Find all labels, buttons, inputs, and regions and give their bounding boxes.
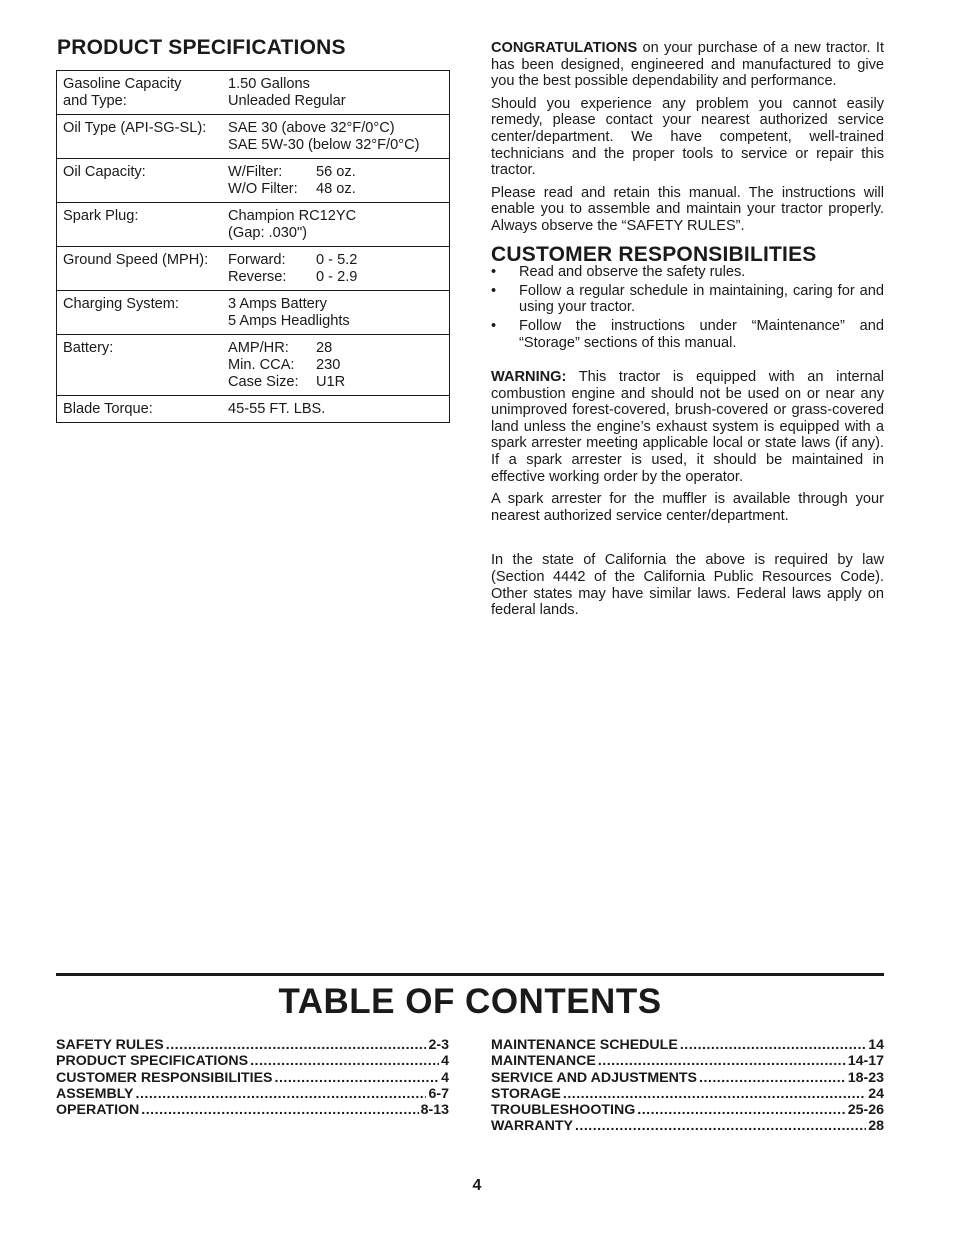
spec-row (57, 71, 449, 114)
spec-kv-pair (228, 357, 443, 374)
spec-row (57, 246, 449, 290)
responsibility-item (491, 264, 884, 281)
toc-entry-title: MAINTENANCE (491, 1053, 596, 1070)
toc-entry-page: 24 (868, 1085, 884, 1102)
retain-paragraph: Please read and retain this manual. The instructions will enable you to assemble and maintain your tractor properly. Always observe the “SAFETY RULES”. (491, 184, 884, 234)
spec-value: Unleaded Regular (228, 93, 346, 109)
specs-title: PRODUCT SPECIFICATIONS (57, 36, 346, 59)
spec-kv-value: 0 - 5.2 (316, 252, 358, 268)
toc-entry-title: SERVICE AND ADJUSTMENTS (491, 1069, 698, 1086)
spec-label-line: Oil Capacity: (63, 164, 146, 180)
spec-kv-value: 56 oz. (316, 164, 356, 180)
spec-label (63, 120, 228, 154)
spec-kv-pair (228, 164, 443, 181)
warning-lead: WARNING: (491, 369, 567, 386)
spec-values (228, 164, 443, 198)
toc-entry-page: 14-17 (847, 1053, 884, 1070)
spec-kv-value: 230 (316, 357, 341, 373)
toc-entry (491, 1070, 884, 1086)
toc-leader-dots (141, 1102, 418, 1118)
toc-entry-page: 4 (441, 1053, 449, 1070)
toc-entry-title: TROUBLESHOOTING (491, 1102, 636, 1119)
toc-entry (56, 1102, 449, 1118)
spec-row (57, 395, 449, 422)
toc-entry (491, 1053, 884, 1069)
toc-entry (491, 1118, 884, 1134)
spec-row (57, 158, 449, 202)
spec-label-line: Spark Plug: (63, 208, 139, 224)
spec-kv-key: AMP/HR: (228, 340, 289, 356)
spec-kv-pair (228, 374, 443, 391)
toc-leader-dots (575, 1118, 866, 1134)
toc-entry-title: STORAGE (491, 1085, 561, 1102)
responsibility-item (491, 283, 884, 316)
spec-value: 1.50 Gallons (228, 76, 310, 92)
spec-kv-value: 0 - 2.9 (316, 269, 358, 285)
spec-kv-key: Forward: (228, 252, 286, 268)
congrats-text: on your purchase of a new tractor. It has been designed, engineered and manufactured to give you the best possible dependability and performance. (491, 40, 884, 90)
toc-entry-title: WARRANTY (491, 1118, 573, 1135)
spec-values (228, 120, 443, 154)
toc-entry (56, 1070, 449, 1086)
spec-value: (Gap: .030") (228, 225, 307, 241)
toc-entry-page: 18-23 (847, 1069, 884, 1086)
arrester-paragraph: A spark arrester for the muffler is available through your nearest authorized service center/department. (491, 491, 884, 524)
spec-value: Champion RC12YC (228, 208, 357, 224)
spec-label (63, 208, 228, 242)
responsibilities-heading: CUSTOMER RESPONSIBILITIES (491, 242, 817, 266)
toc-title: TABLE OF CONTENTS (278, 982, 662, 1021)
spec-kv-key: Min. CCA: (228, 357, 295, 373)
toc-right-column (491, 1037, 884, 1135)
toc-entry-page: 6-7 (428, 1085, 449, 1102)
toc-entry-title: OPERATION (56, 1102, 140, 1119)
toc-entry (56, 1037, 449, 1053)
spec-row (57, 114, 449, 158)
toc-entry-page: 25-26 (847, 1102, 884, 1119)
spec-label-line: Battery: (63, 340, 114, 356)
toc-divider (56, 973, 884, 976)
toc-leader-dots (680, 1037, 866, 1053)
toc-leader-dots (637, 1102, 845, 1118)
spec-kv-pair (228, 252, 443, 269)
spec-value: 3 Amps Battery (228, 296, 327, 312)
spec-values (228, 401, 443, 418)
california-paragraph: In the state of California the above is required by law (Section 4442 of the California Public Resources Code). Other states may have similar laws. Federal laws apply on federal lands. (491, 552, 884, 619)
toc-entry-title: PRODUCT SPECIFICATIONS (56, 1053, 249, 1070)
spec-value: SAE 30 (above 32°F/0°C) (228, 120, 395, 136)
toc-leader-dots (699, 1070, 846, 1086)
toc-entry-page: 28 (868, 1118, 884, 1135)
specs-table (56, 70, 450, 423)
toc-entry (491, 1102, 884, 1118)
spec-kv-key: Reverse: (228, 269, 287, 285)
toc-entry-page: 4 (441, 1069, 449, 1086)
spec-label (63, 164, 228, 198)
spec-kv-value: 28 (316, 340, 333, 356)
page-number: 4 (472, 1177, 482, 1194)
spec-kv-key: W/O Filter: (228, 181, 298, 197)
spec-label-line: Ground Speed (MPH): (63, 252, 209, 268)
spec-label (63, 340, 228, 391)
spec-values (228, 252, 443, 286)
spec-kv-pair (228, 269, 443, 286)
spec-row (57, 202, 449, 246)
spec-values (228, 340, 443, 391)
spec-label-line: and Type: (63, 93, 127, 109)
toc-entry-page: 2-3 (428, 1037, 449, 1053)
spec-kv-pair (228, 340, 443, 357)
toc-left-column (56, 1037, 449, 1118)
toc-entry-title: MAINTENANCE SCHEDULE (491, 1037, 678, 1053)
toc-leader-dots (598, 1053, 846, 1069)
congrats-paragraph (491, 40, 884, 90)
toc-leader-dots (275, 1070, 440, 1086)
toc-entry (491, 1037, 884, 1053)
spec-label (63, 401, 228, 418)
toc-leader-dots (136, 1086, 427, 1102)
spec-kv-value: 48 oz. (316, 181, 356, 197)
responsibility-text: Follow the instructions under “Maintenance” and “Storage” sections of this manual. (519, 317, 884, 351)
warning-paragraph (491, 369, 884, 485)
toc-entry-title: ASSEMBLY (56, 1085, 134, 1102)
spec-label (63, 296, 228, 330)
spec-row (57, 334, 449, 395)
spec-row (57, 290, 449, 334)
responsibility-item (491, 318, 884, 351)
toc-entry-page: 14 (868, 1037, 884, 1053)
spec-label (63, 76, 228, 110)
toc-leader-dots (563, 1086, 866, 1102)
intro-column (491, 40, 884, 625)
toc-leader-dots (166, 1037, 427, 1053)
spec-values (228, 296, 443, 330)
toc-entry-title: CUSTOMER RESPONSIBILITIES (56, 1069, 273, 1086)
spec-label-line: Charging System: (63, 296, 179, 312)
toc-entry (56, 1086, 449, 1102)
spec-label (63, 252, 228, 286)
spec-values (228, 208, 443, 242)
spec-kv-key: W/Filter: (228, 164, 283, 180)
spec-label-line: Oil Type (API-SG-SL): (63, 120, 207, 136)
spec-label-line: Gasoline Capacity (63, 76, 182, 92)
spec-label-line: Blade Torque: (63, 401, 153, 417)
responsibility-text: Read and observe the safety rules. (519, 264, 746, 281)
toc-entry-page: 8-13 (420, 1102, 449, 1119)
bullet-dot: • (491, 264, 497, 281)
congrats-lead: CONGRATULATIONS (491, 40, 638, 56)
bullet-dot: • (491, 282, 497, 299)
problem-paragraph: Should you experience any problem you cannot easily remedy, please contact your nearest authorized service center/department. We have competent, well-trained technicians and the proper tools to service or repair this tractor. (491, 95, 884, 179)
toc-entry (491, 1086, 884, 1102)
bullet-dot: • (491, 317, 497, 334)
responsibility-text: Follow a regular schedule in maintaining, caring for and using your tractor. (519, 282, 884, 316)
responsibilities-list (491, 264, 884, 351)
toc-entry-title: SAFETY RULES (56, 1037, 164, 1053)
spec-value: SAE 5W-30 (below 32°F/0°C) (228, 137, 420, 153)
toc-entry (56, 1053, 449, 1069)
spec-values (228, 76, 443, 110)
spec-value: 5 Amps Headlights (228, 313, 350, 329)
spec-value: 45-55 FT. LBS. (228, 401, 326, 417)
spec-kv-pair (228, 181, 443, 198)
warning-text: This tractor is equipped with an internal combustion engine and should not be used on or near any unimproved forest-covered, brush-covered or grass-covered land unless the engine’s exhaust system is equipped with a spark arrester meeting applicable local or state laws (if any). If a spark arrester is used, it should be maintained in effective working order by the operator. (491, 369, 884, 485)
toc-leader-dots (250, 1053, 439, 1069)
spec-kv-key: Case Size: (228, 374, 299, 390)
spec-kv-value: U1R (316, 374, 346, 390)
